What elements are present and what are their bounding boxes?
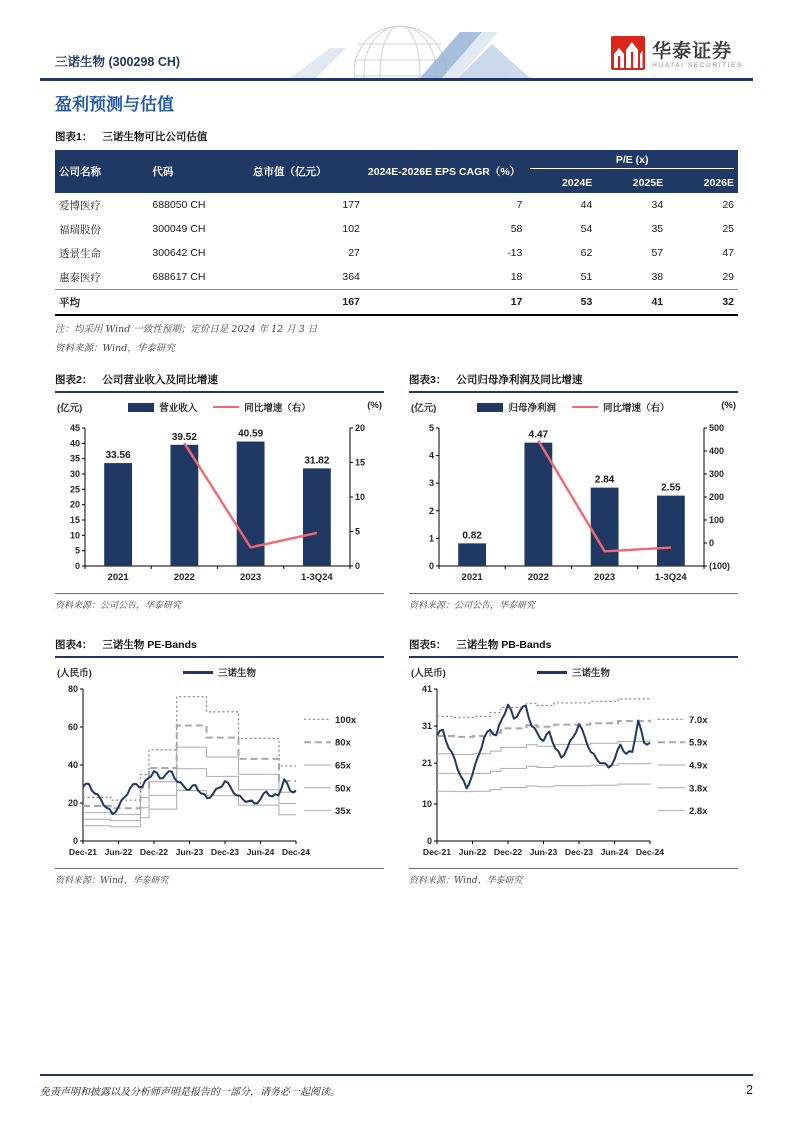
table-cell: 福瑞股份 — [59, 223, 101, 236]
table-cell: 54 — [580, 223, 593, 235]
svg-text:2.55: 2.55 — [661, 482, 681, 494]
svg-text:2021: 2021 — [461, 572, 483, 583]
figure3-block — [409, 372, 738, 611]
brand-name-cn: 华泰证券 — [652, 41, 733, 62]
col-header-2024e: 2024E — [526, 173, 596, 193]
figure4-legend-row — [55, 663, 384, 681]
figure5-block — [409, 637, 738, 886]
table-cell: 惠泰医疗 — [59, 271, 101, 284]
bar-legend-swatch — [128, 403, 154, 412]
line-legend-swatch — [572, 406, 598, 408]
svg-text:Dec-24: Dec-24 — [635, 847, 665, 857]
figure3-chart — [409, 416, 738, 584]
globe-banner-graphic — [270, 22, 550, 78]
col-header-mktcap: 总市值（亿元） — [249, 150, 364, 193]
figure5-title — [409, 637, 738, 658]
svg-text:20: 20 — [67, 798, 78, 808]
figure5-unit: (人民币) — [411, 668, 446, 679]
svg-text:15: 15 — [69, 515, 80, 525]
figure4-source: 资料来源：Wind、华泰研究 — [55, 868, 384, 886]
table-cell: 167 — [249, 290, 364, 316]
svg-text:4.47: 4.47 — [528, 429, 549, 441]
figure5-name: 三诺生物 PB-Bands — [456, 639, 552, 651]
svg-text:41: 41 — [421, 684, 432, 694]
brand-name-en: HUATAI SECURITIES — [652, 62, 743, 69]
table-row-average — [55, 290, 738, 316]
svg-text:3.8x: 3.8x — [689, 783, 708, 795]
svg-text:100x: 100x — [335, 714, 357, 726]
figure5-legend: 三诺生物 — [571, 668, 610, 679]
table-cell: 41 — [596, 290, 667, 316]
table-cell — [148, 290, 249, 316]
page-header — [0, 0, 793, 82]
figure2-label: 图表2： — [55, 374, 93, 386]
table-cell: 平均 — [55, 290, 148, 316]
figure2-legend-bar: 营业收入 — [159, 403, 198, 414]
svg-text:200: 200 — [709, 492, 725, 502]
svg-text:0: 0 — [72, 836, 78, 846]
table-cell: 688617 CH — [152, 271, 206, 283]
svg-text:40.59: 40.59 — [238, 428, 264, 440]
figure3-legend-bar: 归母净利润 — [508, 403, 556, 414]
svg-text:40: 40 — [67, 760, 78, 770]
svg-text:Jun-23: Jun-23 — [529, 847, 558, 857]
table-cell: 35 — [651, 223, 664, 235]
svg-text:Jun-22: Jun-22 — [458, 847, 487, 857]
table-cell: 38 — [651, 271, 664, 283]
table-cell: 25 — [722, 223, 734, 235]
table-row — [55, 217, 738, 241]
svg-text:10: 10 — [355, 492, 366, 502]
svg-text:21: 21 — [421, 758, 432, 769]
figure5-legend-row — [409, 663, 738, 681]
col-header-code: 代码 — [148, 150, 249, 193]
svg-text:500: 500 — [709, 423, 725, 433]
svg-text:15: 15 — [355, 457, 366, 468]
col-header-cagr: 2024E-2026E EPS CAGR（%） — [364, 150, 526, 193]
svg-text:5: 5 — [355, 526, 361, 537]
svg-text:Jun-23: Jun-23 — [175, 847, 204, 857]
table-cell: 44 — [580, 199, 593, 211]
figure5-label: 图表5： — [409, 639, 447, 651]
charts-row-1 — [55, 372, 738, 611]
svg-text:35: 35 — [69, 453, 80, 464]
svg-text:33.56: 33.56 — [105, 450, 131, 462]
svg-text:0: 0 — [426, 836, 432, 846]
figure4-label: 图表4： — [55, 639, 93, 651]
disclaimer-text: 免责声明和披露以及分析师声明是报告的一部分，请务必一起阅读。 — [40, 1087, 340, 1098]
table-cell: 51 — [580, 271, 593, 283]
svg-text:0: 0 — [709, 538, 715, 548]
figure3-source: 资料来源：公司公告，华泰研究 — [409, 593, 738, 611]
table-cell: 27 — [348, 247, 360, 259]
table-cell: 62 — [580, 247, 593, 259]
figure3-unit-right: (%) — [721, 400, 736, 411]
svg-text:0.82: 0.82 — [462, 530, 482, 542]
stock-title: 三诺生物 (300298 CH) — [55, 55, 181, 69]
svg-text:39.52: 39.52 — [171, 431, 197, 443]
table-cell: 18 — [510, 271, 523, 283]
figure4-chart — [55, 681, 384, 859]
table-row — [55, 241, 738, 265]
col-header-2026e: 2026E — [667, 173, 738, 193]
figure2-legend-row — [55, 398, 384, 416]
svg-text:31.82: 31.82 — [304, 455, 330, 467]
figure3-legend-row — [409, 398, 738, 416]
figure2-legend-line: 同比增速（右） — [244, 403, 311, 414]
svg-text:60: 60 — [67, 722, 78, 732]
huatai-logo — [611, 36, 743, 75]
table-cell: 29 — [722, 271, 734, 283]
svg-text:2021: 2021 — [107, 572, 129, 583]
figure4-legend: 三诺生物 — [217, 668, 256, 679]
table-row — [55, 265, 738, 290]
price-legend-swatch — [183, 671, 213, 674]
svg-text:2.84: 2.84 — [594, 474, 615, 486]
figure3-title — [409, 372, 738, 393]
svg-text:300: 300 — [709, 469, 725, 479]
svg-text:80: 80 — [67, 684, 78, 694]
svg-text:40: 40 — [69, 438, 80, 449]
svg-text:5: 5 — [428, 423, 434, 433]
figure1-name: 三诺生物可比公司估值 — [102, 131, 208, 143]
table-cell: 57 — [651, 247, 664, 259]
svg-text:Dec-22: Dec-22 — [493, 847, 523, 857]
svg-text:20: 20 — [69, 499, 80, 510]
svg-text:100: 100 — [709, 515, 725, 525]
bar-legend-swatch — [477, 403, 503, 412]
svg-text:Dec-21: Dec-21 — [68, 847, 98, 857]
svg-text:400: 400 — [709, 446, 725, 456]
table-cell: 364 — [342, 271, 360, 283]
svg-text:Dec-22: Dec-22 — [139, 847, 169, 857]
figure2-chart — [55, 416, 384, 584]
figure5-source: 资料来源：Wind、华泰研究 — [409, 868, 738, 886]
svg-text:4.9x: 4.9x — [689, 760, 708, 772]
svg-text:7.0x: 7.0x — [689, 714, 708, 726]
svg-text:45: 45 — [69, 423, 80, 433]
svg-text:2023: 2023 — [240, 572, 262, 583]
table-cell: 7 — [516, 199, 523, 211]
figure2-name: 公司营业收入及同比增速 — [102, 374, 218, 386]
svg-text:31: 31 — [421, 721, 432, 732]
price-legend-swatch — [537, 671, 567, 674]
figure2-title — [55, 372, 384, 393]
svg-text:25: 25 — [69, 484, 80, 495]
table-cell: 透景生命 — [59, 247, 101, 260]
svg-text:3: 3 — [428, 478, 434, 489]
figure1-label: 图表1： — [55, 131, 93, 143]
figure3-name: 公司归母净利润及同比增速 — [456, 374, 583, 386]
svg-text:Jun-24: Jun-24 — [600, 847, 629, 857]
figure4-block — [55, 637, 384, 886]
figure1-block — [55, 129, 738, 354]
svg-text:1: 1 — [428, 533, 434, 544]
svg-text:1-3Q24: 1-3Q24 — [301, 572, 333, 583]
figure3-label: 图表3： — [409, 374, 447, 386]
svg-text:50x: 50x — [335, 783, 351, 795]
table-cell: 爱博医疗 — [59, 199, 101, 212]
figure2-block — [55, 372, 384, 611]
svg-text:2022: 2022 — [173, 572, 195, 583]
page-footer — [40, 1074, 753, 1098]
page-number: 2 — [746, 1083, 753, 1097]
table-cell: 300049 CH — [152, 223, 206, 235]
col-header-pe: P/E (x) — [530, 154, 734, 169]
figure2-unit-right: (%) — [367, 400, 382, 411]
table-cell: 47 — [722, 247, 734, 259]
svg-text:5: 5 — [74, 545, 80, 556]
col-header-2025e: 2025E — [596, 173, 667, 193]
figure2-unit-left: (亿元) — [57, 403, 83, 414]
svg-text:Dec-21: Dec-21 — [422, 847, 452, 857]
svg-text:2023: 2023 — [594, 572, 616, 583]
table-row — [55, 193, 738, 217]
figure3-unit-left: (亿元) — [411, 403, 437, 414]
report-content — [55, 88, 738, 886]
line-legend-swatch — [213, 406, 239, 408]
svg-text:Jun-24: Jun-24 — [246, 847, 275, 857]
table-cell: 32 — [667, 290, 738, 316]
table-cell: 26 — [722, 199, 734, 211]
svg-text:2: 2 — [428, 505, 434, 516]
svg-text:10: 10 — [421, 798, 432, 809]
col-header-company: 公司名称 — [55, 150, 148, 193]
svg-text:2.8x: 2.8x — [689, 806, 708, 818]
svg-text:5.9x: 5.9x — [689, 737, 708, 749]
svg-text:20: 20 — [355, 423, 366, 433]
table-cell: 53 — [526, 290, 596, 316]
section-title: 盈利预测与估值 — [55, 95, 174, 115]
svg-text:0: 0 — [355, 561, 361, 571]
figure4-title — [55, 637, 384, 658]
svg-text:Dec-23: Dec-23 — [564, 847, 594, 857]
huatai-logo-icon — [611, 36, 645, 75]
table-cell: 688050 CH — [152, 199, 206, 211]
table-note: 注：均采用 Wind 一致性预期；定价日是 2024 年 12 月 3 日 — [55, 324, 318, 335]
svg-text:Dec-23: Dec-23 — [210, 847, 240, 857]
charts-row-2 — [55, 637, 738, 886]
svg-text:4: 4 — [428, 450, 434, 461]
table-cell: 34 — [651, 199, 664, 211]
table-cell: 17 — [364, 290, 526, 316]
svg-text:(100): (100) — [709, 561, 731, 571]
figure3-legend-line: 同比增速（右） — [603, 403, 670, 414]
figure1-title — [55, 129, 738, 150]
table-cell: 177 — [342, 199, 360, 211]
svg-text:65x: 65x — [335, 760, 351, 772]
table-source: 资料来源：Wind，华泰研究 — [55, 343, 175, 354]
figure5-chart — [409, 681, 738, 859]
figure4-unit: (人民币) — [57, 668, 92, 679]
svg-text:Jun-22: Jun-22 — [104, 847, 133, 857]
svg-text:35x: 35x — [335, 806, 351, 818]
svg-text:30: 30 — [69, 469, 80, 479]
table-cell: 102 — [342, 223, 360, 235]
comparables-table — [55, 150, 738, 316]
svg-text:Dec-24: Dec-24 — [281, 847, 311, 857]
svg-text:1-3Q24: 1-3Q24 — [655, 572, 687, 583]
header-rule — [40, 78, 753, 81]
svg-text:10: 10 — [69, 530, 80, 541]
svg-text:80x: 80x — [335, 737, 351, 749]
figure4-name: 三诺生物 PE-Bands — [102, 639, 197, 651]
svg-text:0: 0 — [74, 561, 80, 571]
svg-text:0: 0 — [428, 561, 434, 571]
figure2-source: 资料来源：公司公告，华泰研究 — [55, 593, 384, 611]
table-cell: -13 — [507, 247, 523, 259]
table-cell: 300642 CH — [152, 247, 206, 259]
svg-text:2022: 2022 — [527, 572, 549, 583]
table-cell: 58 — [510, 223, 523, 235]
